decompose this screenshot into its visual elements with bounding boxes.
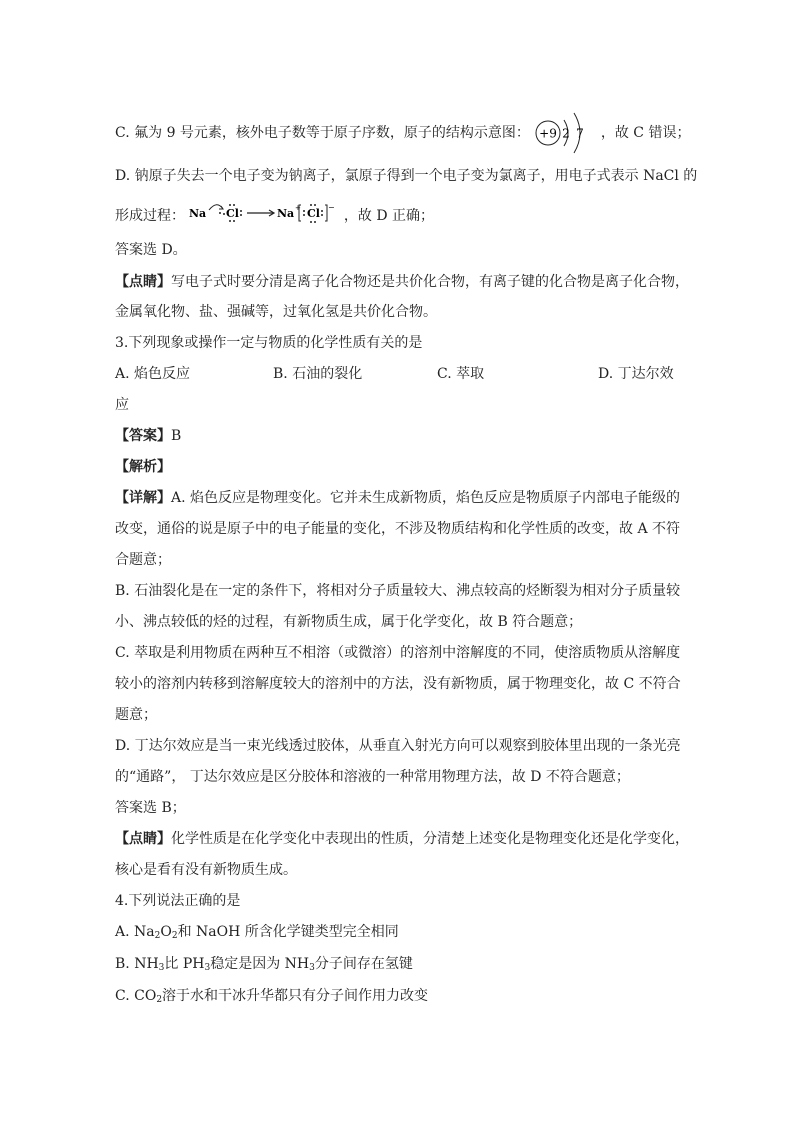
nacl-formation-svg: [189, 200, 339, 226]
q4-a-part: O: [160, 924, 172, 940]
detail-c-line1: C. 萃取是利用物质在两种互不相溶（或微溶）的溶剂中溶解度的不同，使溶质物质从溶解度: [115, 645, 681, 661]
na-ion: Na: [277, 207, 295, 220]
cl-atom: Cl: [226, 207, 240, 220]
text-c-fluorine-a: C. 氟为 9 号元素，核外电子数等于原子序数，原子的结构示意图：: [115, 125, 530, 141]
detail-label: 【详解】: [115, 490, 171, 506]
analysis-label: [115, 457, 171, 477]
nucleus-charge: +9: [539, 126, 558, 141]
tip-q3-line1: [115, 829, 689, 849]
option-c-fluorine: [115, 118, 690, 148]
q3-option-a: A. 焰色反应: [115, 366, 191, 382]
q4-a-part: 和 NaOH 所含化学键类型完全相同: [177, 924, 399, 940]
tip-label: 【点睛】: [115, 831, 171, 847]
fluorine-atom-diagram: [534, 118, 596, 148]
shell-2-electrons: 7: [576, 126, 585, 141]
question-4-stem: 4.下列说法正确的是: [115, 893, 241, 909]
na-valence-electron: [219, 212, 221, 214]
text-d-correct: ，故 D 正确；: [343, 208, 435, 224]
tip-q2-line2: 金属氧化物、盐、强碱等，过氧化氢是共价化合物。: [115, 304, 437, 320]
tip-q3-line2: 核心是看有没有新物质生成。: [115, 862, 297, 878]
cl-ion-electron: [314, 221, 316, 223]
answer-d: 答案选 D。: [115, 242, 187, 258]
detail-a-line1: [115, 488, 680, 508]
q3-option-d-wrap: 应: [115, 397, 129, 413]
cl-ion-electron: [314, 204, 316, 206]
q3-option-b: B. 石油的裂化: [273, 366, 363, 382]
detail-d-line1: D. 丁达尔效应是当一束光线透过胶体，从垂直入射光方向可以观察到胶体里出现的一条光亮: [115, 738, 681, 754]
q4-c-part: 溶于水和干冰升华都只有分子间作用力改变: [162, 988, 429, 1004]
q4-b-sub: 3: [309, 963, 315, 973]
nacl-formation-diagram: [189, 200, 339, 232]
question-3-options: [115, 364, 190, 384]
cl-ion: Cl: [307, 207, 321, 220]
tip-label: 【点睛】: [115, 274, 171, 290]
q4-c-part: C. CO: [115, 988, 157, 1004]
tip-q2-line1: [115, 272, 689, 292]
cl-ion-electron: [303, 214, 305, 216]
q3-option-c: C. 萃取: [437, 366, 485, 382]
q3-option-d: D. 丁达尔效: [598, 366, 674, 382]
analysis-heading: 【解析】: [115, 459, 171, 475]
answer-b: 答案选 B；: [115, 800, 186, 816]
q4-option-a: [115, 922, 399, 942]
cl-ion-electron: [310, 221, 312, 223]
detail-a-line3: 合题意；: [115, 552, 171, 568]
cl-ion-electron: [321, 214, 323, 216]
detail-a-text1: A. 焰色反应是物理变化。它并未生成新物质，焰色反应是物质原子内部电子能级的: [171, 490, 681, 506]
answer-3-value: B: [171, 428, 182, 444]
shell-1-electrons: 2: [562, 126, 571, 141]
cl-electron: [240, 214, 242, 216]
q4-b-part: 分子间存在氢键: [314, 956, 413, 972]
cl-ion-electron: [303, 210, 305, 212]
text-c-fluorine-b: ，故 C 错误；: [600, 125, 691, 141]
cl-electron: [229, 220, 231, 222]
tip-q2-text: 写电子式时要分清是离子化合物还是共价化合物，有离子键的化合物是离子化合物，: [171, 274, 689, 290]
q4-b-part: 比 PH: [164, 956, 205, 972]
cl-electron: [223, 213, 225, 215]
cl-ion-charge: −: [328, 203, 336, 212]
option-d-line1: D. 钠原子失去一个电子变为钠离子，氯原子得到一个电子变为氯离子，用电子式表示 NaCl 的: [115, 168, 698, 184]
question-3-stem: 3.下列现象或操作一定与物质的化学性质有关的是: [115, 335, 423, 351]
q4-b-part: 稳定是因为 NH: [210, 956, 310, 972]
detail-c-line3: 题意；: [115, 707, 157, 723]
detail-b-line2: 小、沸点较低的烃的过程，有新物质生成，属于化学变化，故 B 符合题意；: [115, 614, 583, 630]
q4-c-sub: 2: [156, 995, 163, 1005]
cl-electron: [233, 204, 235, 206]
detail-a-line2: 改变，通俗的说是原子中的电子能量的变化，不涉及物质结构和化学性质的改变，故 A 不符: [115, 521, 681, 537]
text-d-formation-label: 形成过程：: [115, 208, 185, 224]
cl-electron: [233, 220, 235, 222]
answer-label: 【答案】: [115, 428, 171, 444]
detail-d-line2: 的“通路”， 丁达尔效应是区分胶体和溶液的一种常用物理方法，故 D 不符合题意；: [115, 769, 630, 785]
q4-option-b: [115, 954, 413, 974]
detail-c-line2: 较小的溶剂内转移到溶解度较大的溶剂中的方法，没有新物质，属于物理变化，故 C 不符合: [115, 676, 681, 692]
q4-option-c: [115, 986, 428, 1006]
q4-b-sub: 3: [204, 963, 211, 973]
answer-3: [115, 426, 181, 446]
transfer-arrowhead: [219, 206, 223, 209]
cl-electron: [229, 204, 231, 206]
q4-b-sub: 3: [158, 963, 165, 973]
detail-b-line1: B. 石油裂化是在一定的条件下，将相对分子质量较大、沸点较高的烃断裂为相对分子质量较: [115, 583, 681, 599]
cl-electron: [240, 210, 242, 212]
bracket-right: [325, 205, 327, 221]
q4-a-sub: 2: [171, 931, 178, 941]
atom-diagram-svg: [534, 110, 596, 156]
q4-b-part: B. NH: [115, 956, 159, 972]
option-d-line2: [115, 200, 434, 232]
q4-a-part: A. Na: [115, 924, 155, 940]
na-atom: Na: [189, 207, 207, 220]
na-ion-charge: +: [295, 204, 302, 212]
cl-ion-electron: [321, 210, 323, 212]
cl-ion-electron: [310, 204, 312, 206]
tip-q3-text: 化学性质是在化学变化中表现出的性质，分清楚上述变化是物理变化还是化学变化，: [171, 831, 689, 847]
q4-a-sub: 2: [154, 931, 161, 941]
